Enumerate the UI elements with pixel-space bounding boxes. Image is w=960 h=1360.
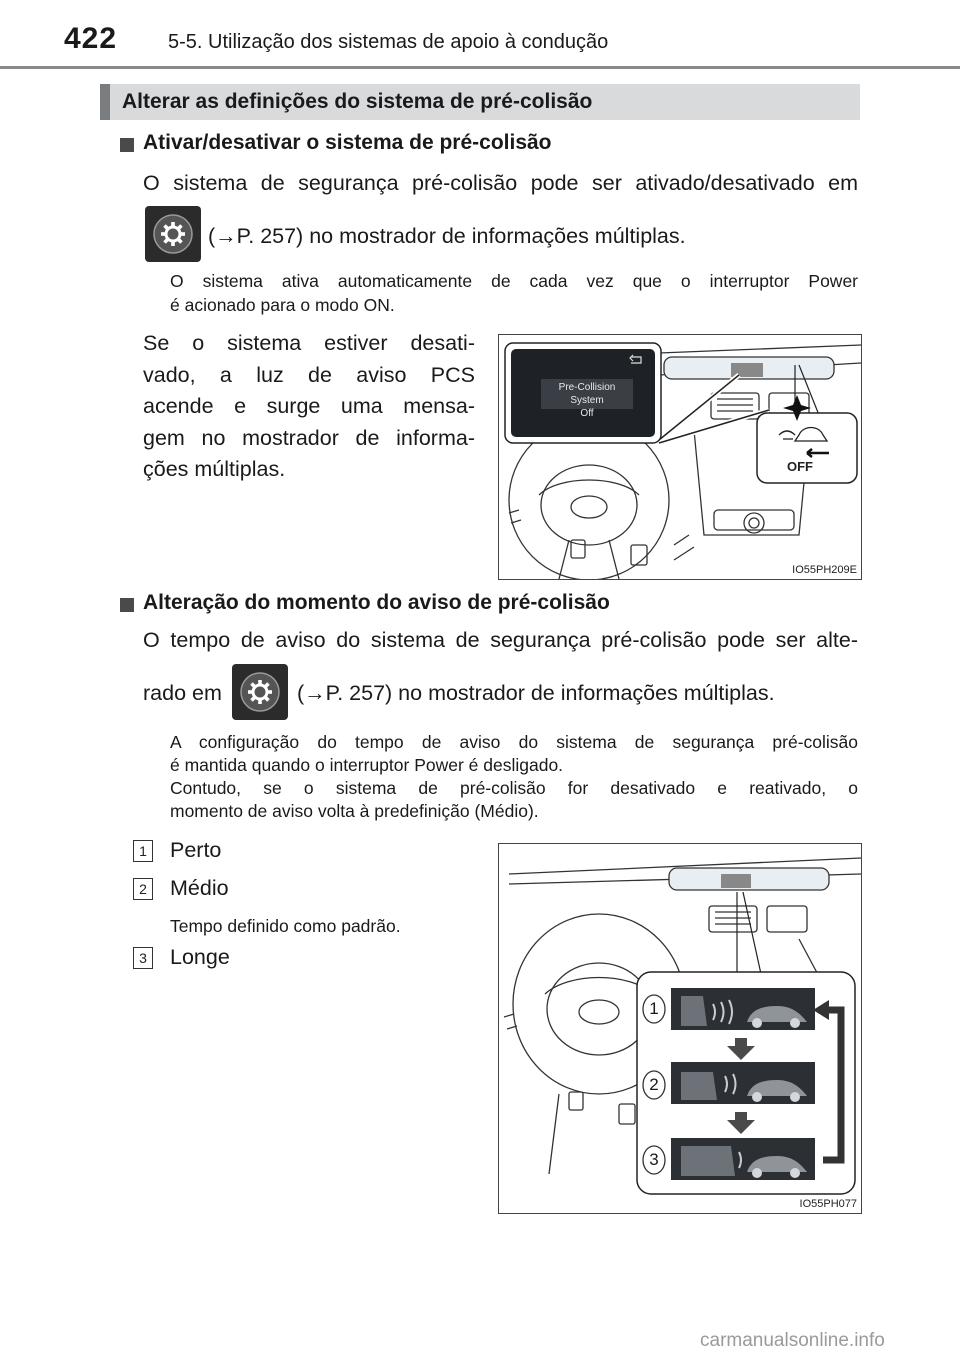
block2-note-line: momento de aviso volta à predefinição (Médio). <box>170 801 539 821</box>
figure2-callout-3: 3 <box>649 1150 659 1169</box>
block1-line1: O sistema de segurança pré-colisão pode ser ativado/desativado em <box>143 171 858 195</box>
settings-key <box>232 664 288 720</box>
option-number-box: 2 <box>133 878 153 900</box>
option-note-medio: Tempo definido como padrão. <box>170 916 401 936</box>
square-bullet-icon <box>120 598 134 612</box>
option-label-longe: Longe <box>170 945 230 969</box>
warning-line: Se o sistema estiver desati- <box>143 331 475 355</box>
block2-line2-prefix: rado em <box>143 681 222 705</box>
option-number-box: 1 <box>133 840 153 862</box>
settings-key <box>145 206 201 262</box>
warning-line: gem no mostrador de informa- <box>143 425 475 450</box>
warning-timing-illustration <box>499 844 861 1213</box>
figure2-callout-1: 1 <box>649 999 659 1018</box>
warning-line: acende e surge uma mensa- <box>143 394 475 418</box>
figure2-callout-2: 2 <box>649 1075 659 1094</box>
block2-note-line: Contudo, se o sistema de pré-colisão for desativado e reativado, o <box>170 778 858 798</box>
block1-note-line2: é acionado para o modo ON. <box>170 295 395 315</box>
pcs-off-indicator-label: OFF <box>787 459 813 474</box>
section-banner <box>100 84 860 120</box>
page-number: 422 <box>64 22 118 55</box>
option-number-box: 3 <box>133 947 153 969</box>
block1-note-line1: O sistema ativa automaticamente de cada vez que o interruptor Power <box>170 271 858 291</box>
block1-ref-open: ( <box>208 224 216 248</box>
screen-value: Off <box>580 408 594 419</box>
block2-note <box>170 731 858 823</box>
square-bullet-icon <box>120 138 134 152</box>
block1-warning <box>143 328 475 486</box>
header-rule <box>0 66 960 69</box>
block2-title: Alteração do momento do aviso de pré-colisão <box>143 591 610 614</box>
option-label-medio: Médio <box>170 876 229 900</box>
gear-icon <box>238 670 282 714</box>
section-title: Alterar as definições do sistema de pré-colisão <box>122 90 593 113</box>
figure1-code: IO55PH209E <box>792 564 857 576</box>
screen-title: Pre-Collision System <box>558 382 616 406</box>
block1-ref: →P. 257) no mostrador de informações múltiplas. <box>215 224 686 248</box>
block2-note-line: é mantida quando o interruptor Power é desligado. <box>170 755 564 775</box>
warning-line: vado, a luz de aviso PCS <box>143 362 475 387</box>
block2-line2-ref: (→P. 257) no mostrador de informações múltiplas. <box>297 681 775 705</box>
screen-message <box>541 381 633 420</box>
gear-icon <box>151 212 195 256</box>
dashboard-figure-2 <box>498 843 862 1214</box>
watermark: carmanualsonline.info <box>700 1330 885 1351</box>
warning-line: ções múltiplas. <box>143 457 286 481</box>
block2-line1: O tempo de aviso do sistema de segurança pré-colisão pode ser alte- <box>143 628 858 652</box>
figure2-code: IO55PH077 <box>799 1198 857 1210</box>
block1-title: Ativar/desativar o sistema de pré-colisão <box>143 131 552 154</box>
block2-note-line: A configuração do tempo de aviso do sistema de segurança pré-colisão <box>170 732 858 752</box>
dashboard-illustration <box>499 335 861 579</box>
running-head: 5-5. Utilização dos sistemas de apoio à condução <box>168 31 609 53</box>
option-label-perto: Perto <box>170 838 222 862</box>
dashboard-figure-1 <box>498 334 862 580</box>
block1-line2 <box>208 220 686 252</box>
